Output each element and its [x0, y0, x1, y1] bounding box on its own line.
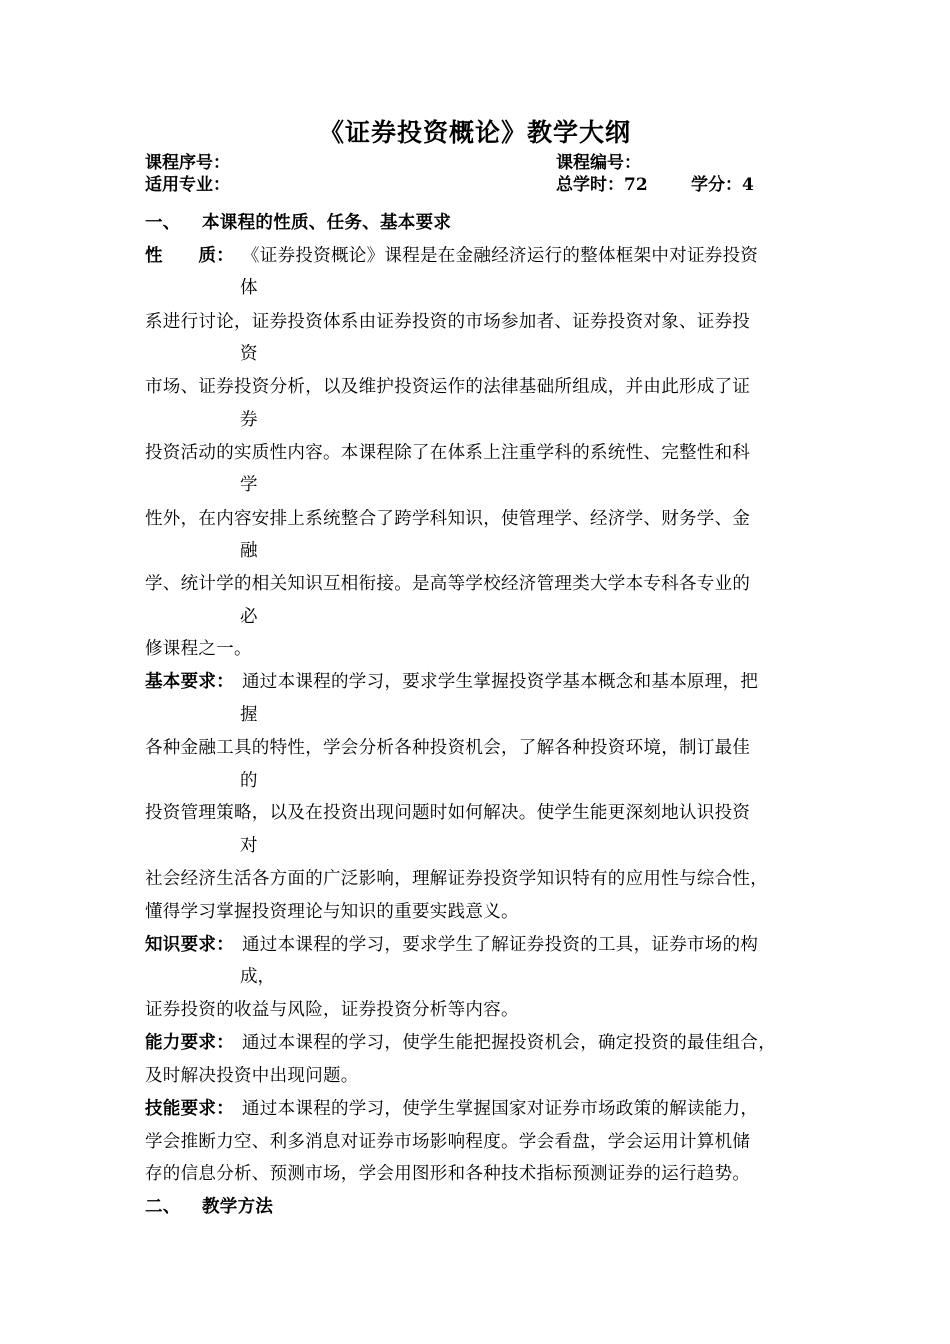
skill-line: 存的信息分析、预测市场，学会用图形和各种技术指标预测证券的运行趋势。	[145, 1164, 751, 1184]
document-title: 《证券投资概论》教学大纲	[318, 118, 631, 147]
basic-line: 各种金融工具的特性，学会分析各种投资机会，了解各种投资环境，制订最佳	[145, 738, 751, 758]
basic-label: 基本要求：	[145, 672, 234, 692]
nature-line: 券	[240, 410, 258, 430]
nature-label: 性 质：	[145, 246, 234, 266]
total-hours: 总学时：72	[556, 175, 648, 195]
basic-line: 懂得学习掌握投资理论与知识的重要实践意义。	[145, 902, 519, 922]
course-seq-label: 课程序号：	[145, 153, 230, 173]
basic-line: 社会经济生活各方面的广泛影响，理解证券投资学知识特有的应用性与综合性，	[145, 869, 768, 889]
section2-number: 二、	[145, 1197, 181, 1217]
nature-line: 学、统计学的相关知识互相衔接。是高等学校经济管理类大学本专科各专业的	[145, 574, 751, 594]
credits: 学分：4	[691, 175, 754, 195]
ability-label: 能力要求：	[145, 1033, 234, 1053]
knowledge-line: 通过本课程的学习，要求学生了解证券投资的工具，证券市场的构	[242, 935, 759, 955]
skill-label: 技能要求：	[145, 1099, 234, 1119]
section2-heading: 教学方法	[202, 1197, 274, 1217]
skill-line: 通过本课程的学习，使学生掌握国家对证券市场政策的解读能力，	[242, 1099, 759, 1119]
skill-line: 学会推断力空、利多消息对证券市场影响程度。学会看盘，学会运用计算机储	[145, 1132, 751, 1152]
nature-line: 性外，在内容安排上系统整合了跨学科知识，使管理学、经济学、财务学、金	[145, 509, 751, 529]
basic-line: 通过本课程的学习，要求学生掌握投资学基本概念和基本原理，把	[242, 672, 759, 692]
basic-line: 的	[240, 771, 258, 791]
section1-heading: 本课程的性质、任务、基本要求	[202, 213, 452, 233]
basic-line: 对	[240, 836, 258, 856]
basic-line: 握	[240, 705, 258, 725]
major-label: 适用专业：	[145, 175, 230, 195]
nature-line: 学	[240, 475, 258, 495]
section1-number: 一、	[145, 213, 181, 233]
basic-line: 投资管理策略，以及在投资出现问题时如何解决。使学生能更深刻地认识投资	[145, 803, 751, 823]
ability-line: 及时解决投资中出现问题。	[145, 1066, 359, 1086]
nature-line: 必	[240, 607, 258, 627]
knowledge-line: 证券投资的收益与风险，证券投资分析等内容。	[145, 1000, 519, 1020]
nature-line: 《证券投资概论》课程是在金融经济运行的整体框架中对证券投资	[242, 246, 759, 266]
nature-line: 系进行讨论，证券投资体系由证券投资的市场参加者、证券投资对象、证券投	[145, 312, 751, 332]
course-code-label: 课程编号：	[556, 153, 641, 173]
nature-line: 投资活动的实质性内容。本课程除了在体系上注重学科的系统性、完整性和科	[145, 443, 751, 463]
nature-line: 市场、证券投资分析，以及维护投资运作的法律基础所组成，并由此形成了证	[145, 377, 751, 397]
nature-line: 修课程之一。	[145, 639, 252, 659]
nature-line: 融	[240, 541, 258, 561]
ability-line: 通过本课程的学习，使学生能把握投资机会，确定投资的最佳组合，	[242, 1033, 776, 1053]
nature-line: 资	[240, 344, 258, 364]
nature-line: 体	[240, 278, 258, 298]
knowledge-label: 知识要求：	[145, 935, 234, 955]
knowledge-line: 成，	[240, 967, 275, 987]
